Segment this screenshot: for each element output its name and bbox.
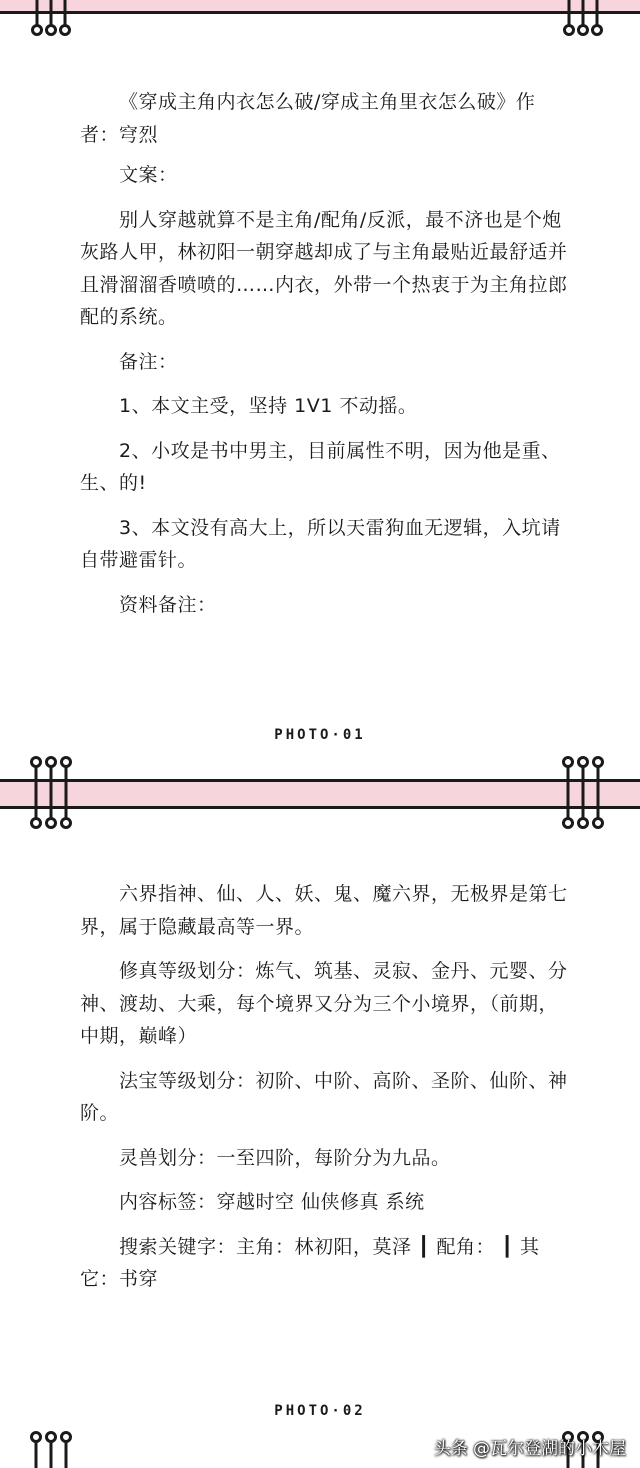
intro-section: [80, 86, 570, 621]
note-item-3: 3、本文没有高大上，所以天雷狗血无逻辑，入坑请自带避雷针。: [80, 516, 561, 571]
top-right-pin-ornament: [560, 0, 612, 40]
six-realms-text: 六界指神、仙、人、妖、鬼、魔六界，无极界是第七界，属于隐藏最高等一界。: [80, 883, 568, 938]
note-item-2: 2、小攻是书中男主，目前属性不明，因为他是重、生、的!: [80, 439, 561, 494]
middle-left-pin-ornament: [26, 755, 80, 831]
middle-pink-band: [0, 779, 640, 809]
note-item-1: 1、本文主受，坚持 1V1 不动摇。: [119, 395, 418, 417]
worldbuilding-section: [80, 878, 570, 1296]
treasure-levels-text: 法宝等级划分：初阶、中阶、高阶、圣阶、仙阶、神阶。: [80, 1069, 568, 1124]
synopsis-text: 别人穿越就算不是主角/配角/反派，最不济也是个炮灰路人甲，林初阳一朝穿越却成了与主角最贴近最舒适并且滑溜溜香喷喷的……内衣，外带一个热衷于为主角拉郎配的系统。: [80, 208, 568, 328]
top-left-pin-ornament: [28, 0, 80, 40]
notes-heading: 备注：: [119, 350, 178, 373]
middle-right-pin-ornament: [558, 755, 612, 831]
watermark: 头条 @瓦尔登湖的小木屋: [433, 1439, 626, 1459]
photo-label-01: PHOTO·01: [274, 727, 366, 743]
bottom-left-pin-ornament: [26, 1430, 80, 1468]
top-pink-band: [0, 0, 640, 14]
synopsis-heading: 文案：: [119, 164, 178, 186]
photo-label-02: PHOTO·02: [274, 1403, 366, 1419]
content-tags-text: 内容标签：穿越时空 仙侠修真 系统: [119, 1191, 425, 1213]
book-title-author: 《穿成主角内衣怎么破/穿成主角里衣怎么破》作者：穹烈: [80, 91, 536, 146]
reference-notes-heading: 资料备注：: [119, 593, 217, 616]
spirit-beast-text: 灵兽划分：一至四阶，每阶分为九品。: [119, 1146, 451, 1169]
search-keywords-text: 搜索关键字：主角：林初阳，莫泽 ┃ 配角： ┃ 其它：书穿: [80, 1235, 540, 1290]
cultivation-levels-text: 修真等级划分：炼气、筑基、灵寂、金丹、元婴、分神、渡劫、大乘，每个境界又分为三个小境界，（前期，中期，巅峰）: [80, 960, 568, 1047]
